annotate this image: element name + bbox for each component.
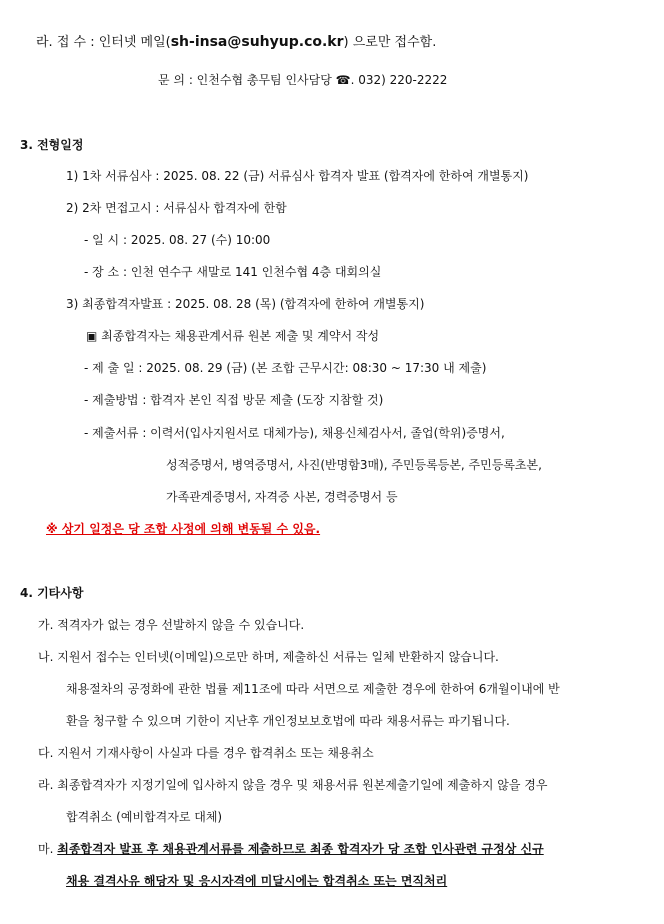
schedule-line: - 제출방법 : 합격자 본인 직접 방문 제출 (도장 지참할 것) xyxy=(84,393,384,407)
contact-phone: . 032) 220-2222 xyxy=(350,73,448,87)
schedule-line: 3) 최종합격자발표 : 2025. 08. 28 (목) (합격자에 한하여 개별통지) xyxy=(66,297,425,311)
schedule-line: 성적증명서, 병역증명서, 사진(반명함3매), 주민등록등본, 주민등록초본, xyxy=(166,458,542,472)
schedule-line: - 일 시 : 2025. 08. 27 (수) 10:00 xyxy=(84,233,271,247)
section4-title: 4. 기타사항 xyxy=(20,586,84,600)
misc-line: 다. 지원서 기재사항이 사실과 다를 경우 합격취소 또는 채용취소 xyxy=(38,746,374,760)
misc-last-prefix: 마. xyxy=(38,842,58,856)
misc-line: 가. 적격자가 없는 경우 선발하지 않을 수 있습니다. xyxy=(38,618,305,632)
contact-line xyxy=(158,72,447,88)
schedule-line: 1) 1차 서류심사 : 2025. 08. 22 (금) 서류심사 합격자 발표 (합격자에 한하여 개별통지) xyxy=(66,169,529,183)
misc-line: 합격취소 (예비합격자로 대체) xyxy=(66,810,223,824)
phone-icon: ☎ xyxy=(335,73,351,87)
reception-line xyxy=(36,34,436,51)
reception-suffix: ) 으로만 접수함. xyxy=(343,35,437,50)
schedule-notice: ※ 상기 일정은 당 조합 사정에 의해 변동될 수 있음. xyxy=(46,522,321,536)
schedule-line: - 제 출 일 : 2025. 08. 29 (금) (본 조합 근무시간: 08:30 ~ 17:30 내 제출) xyxy=(84,361,487,375)
reception-label: 라. 접 수 : 인터넷 메일( xyxy=(36,35,171,50)
section3-title: 3. 전형일정 xyxy=(20,138,84,152)
misc-last-text-cont: 채용 결격사유 해당자 및 응시자격에 미달시에는 합격취소 또는 면직처리 xyxy=(66,874,448,888)
misc-last-text: 최종합격자 발표 후 채용관계서류를 제출하므로 최종 합격자가 당 조합 인사관련 규정상 신규 xyxy=(57,842,544,856)
schedule-line: ▣ 최종합격자는 채용관계서류 원본 제출 및 계약서 작성 xyxy=(86,329,380,343)
schedule-line: - 장 소 : 인천 연수구 새말로 141 인천수협 4층 대회의실 xyxy=(84,265,382,279)
schedule-line: 가족관계증명서, 자격증 사본, 경력증명서 등 xyxy=(166,490,398,504)
misc-line: 환을 청구할 수 있으며 기한이 지난후 개인정보보호법에 따라 채용서류는 파기됩니다. xyxy=(66,714,510,728)
misc-line: 채용절차의 공정화에 관한 법률 제11조에 따라 서면으로 제출한 경우에 한하여 6개월이내에 반 xyxy=(66,682,560,696)
contact-prefix: 문 의 : 인천수협 총무팀 인사담당 xyxy=(158,73,336,87)
misc-line: 라. 최종합격자가 지정기일에 입사하지 않을 경우 및 채용서류 원본제출기일에 제출하지 않을 경우 xyxy=(38,778,548,792)
misc-line: 나. 지원서 접수는 인터넷(이메일)으로만 하며, 제출하신 서류는 일체 반환하지 않습니다. xyxy=(38,650,499,664)
misc-line-last xyxy=(38,841,544,857)
schedule-line: - 제출서류 : 이력서(입사지원서로 대체가능), 채용신체검사서, 졸업(학위)증명서, xyxy=(84,426,505,440)
schedule-line: 2) 2차 면접고시 : 서류심사 합격자에 한함 xyxy=(66,201,287,215)
email-link[interactable]: sh-insa@suhyup.co.kr xyxy=(170,34,344,50)
